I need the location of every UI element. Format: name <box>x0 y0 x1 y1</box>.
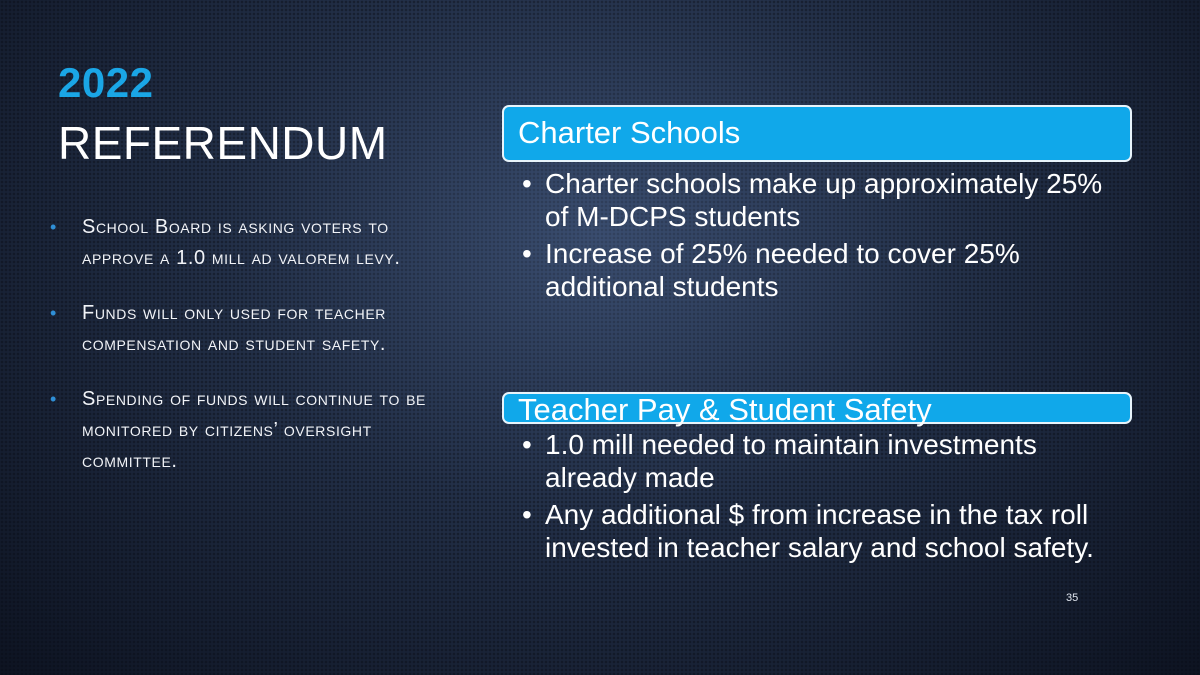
teacher-pay-heading: Teacher Pay & Student Safety <box>518 392 932 427</box>
charter-schools-bullet-list <box>522 167 1122 307</box>
bullet-icon: • <box>522 238 532 269</box>
charter-schools-heading: Charter Schools <box>518 115 741 150</box>
title-year: 2022 <box>58 59 154 106</box>
left-bullet-item <box>50 298 430 360</box>
charter-bullet-text: Increase of 25% needed to cover 25% additional students <box>545 238 1020 302</box>
bullet-icon: • <box>522 499 532 530</box>
left-bullet-item <box>50 384 430 477</box>
bullet-icon: • <box>50 303 57 323</box>
slide-number: 35 <box>1066 592 1079 604</box>
left-bullet-text: Funds will only used for teacher compensation and student safety. <box>82 302 387 355</box>
teacher-pay-bullet-text: Any additional $ from increase in the tax roll invested in teacher salary and school safety. <box>545 499 1094 563</box>
left-bullet-text: Spending of funds will continue to be monitored by citizens’ oversight committee. <box>82 388 426 472</box>
teacher-pay-bullet-item <box>522 498 1122 564</box>
teacher-pay-header-box <box>502 392 1132 427</box>
charter-schools-header-box <box>502 105 1132 162</box>
title-main: REFERENDUM <box>58 117 388 169</box>
charter-bullet-item <box>522 237 1122 303</box>
charter-bullet-text: Charter schools make up approximately 25% of M-DCPS students <box>545 168 1103 232</box>
charter-bullet-item <box>522 167 1122 233</box>
bullet-icon: • <box>50 217 57 237</box>
left-bullet-item <box>50 212 430 274</box>
left-bullet-list <box>50 212 430 501</box>
bullet-icon: • <box>522 429 532 460</box>
left-bullet-text: School Board is asking voters to approve a 1.0 mill ad valorem levy. <box>82 216 401 269</box>
teacher-pay-bullet-item <box>522 428 1122 494</box>
teacher-pay-bullet-list <box>522 428 1122 568</box>
bullet-icon: • <box>50 389 57 409</box>
teacher-pay-bullet-text: 1.0 mill needed to maintain investments already made <box>545 429 1037 493</box>
bullet-icon: • <box>522 168 532 199</box>
